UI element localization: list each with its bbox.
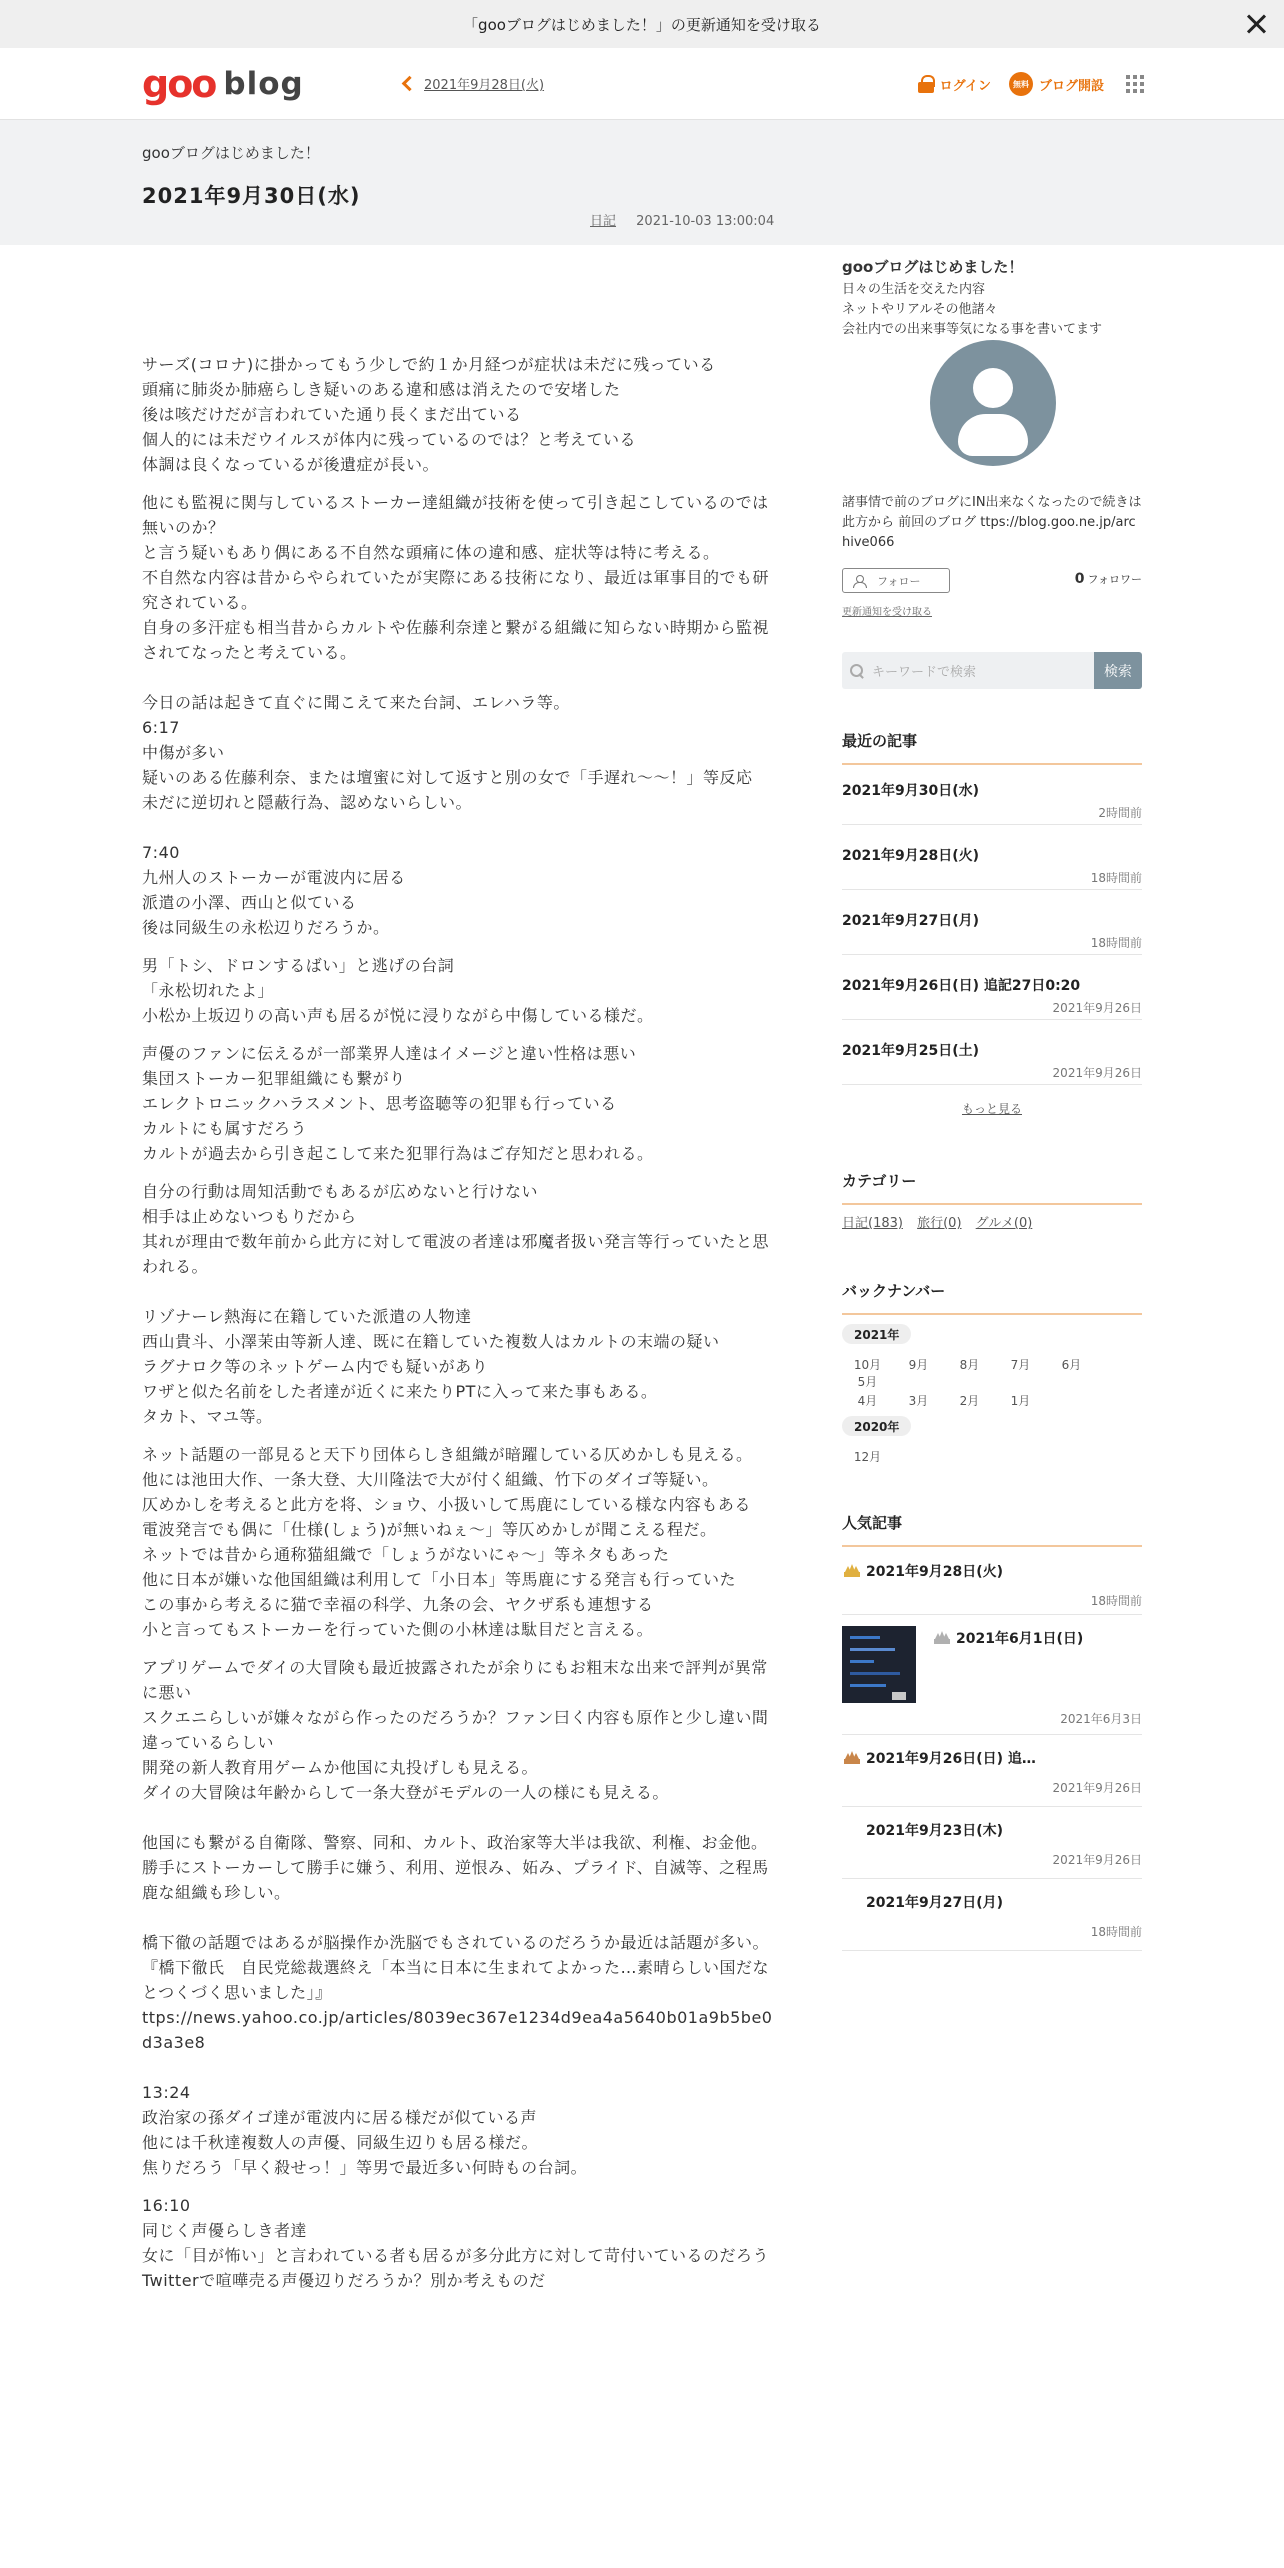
recent-title[interactable]: 2021年9月30日(水) <box>842 783 979 799</box>
list-item[interactable] <box>842 1735 1142 1807</box>
goo-blog-logo[interactable] <box>142 64 304 104</box>
chevron-left-icon <box>402 76 418 92</box>
open-blog-label: ブログ開設 <box>1038 78 1104 94</box>
popular-title[interactable]: 2021年9月27日(月) <box>866 1895 1003 1911</box>
list-item[interactable] <box>842 1807 1142 1879</box>
popular-title[interactable]: 2021年9月23日(木) <box>866 1823 1003 1839</box>
profile-note: 諸事情で前のブログにIN出来なくなったので続きは此方から 前回のブログ ttps://blog.goo.ne.jp/archive066 <box>842 495 1142 550</box>
subscribe-updates-link[interactable]: 更新通知を受け取る <box>842 607 932 618</box>
follow-label: フォロー <box>877 574 921 588</box>
month-link[interactable]: 10月 <box>853 1358 882 1372</box>
popular-date: 2021年9月26日 <box>1052 1853 1142 1867</box>
article-paragraph: 橋下徹の話題ではあるが脳操作か洗脳でもされているのだろうか最近は話題が多い。 『橋下徹氏 自民党総裁選終え「本当に日本に生まれてよかった…素晴らしい国だなとつくづく思いました」』 ttps://news.yahoo.co.jp/articles/8039ec367e1234d9ea4a5640b01a9b5be0d3a3e8 <box>142 1933 773 2052</box>
category-link[interactable]: グルメ(0) <box>975 1216 1033 1231</box>
article-paragraph: アプリゲームでダイの大冒険も最近披露されたが余りにもお粗末な出来で評判が異常に悪い スクエニらしいが嫌々ながら作ったのだろうか？ファン曰く内容も原作と少し違い間違っているらしい 開発の新人教育用ゲームか他国に丸投げしも見える。 ダイの大冒険は年齢からして一条大登がモデルの一人の様にも見える。 <box>142 1658 769 1802</box>
article-paragraph: サーズ(コロナ)に掛かってもう少しで約１か月経つが症状は未だに残っている 頭痛に肺炎か肺癌らしき疑いのある違和感は消えたので安堵した 後は咳だけだが言われていた通り長くまだ出ている 個人的には未だウイルスが体内に残っているのでは？と考えている 体調は良くなっているが後遺症が長い。 <box>142 355 716 474</box>
category-list <box>842 1212 1042 1231</box>
article-paragraph: リゾナーレ熱海に在籍していた派遣の人物達 西山貴斗、小澤茉由等新人達、既に在籍していた複数人はカルトの末端の疑い ラグナロク等のネットゲーム内でも疑いがあり ワザと似た名前をした者達が近くに来たりPTに入って来た事もある。 タカト、マユ等。 <box>142 1307 720 1426</box>
list-item[interactable] <box>842 890 1142 955</box>
article-paragraph: 他にも監視に関与しているストーカー達組織が技術を使って引き起こしているのでは無いのか？ と言う疑いもあり偶にある不自然な頭痛に体の違和感、症状等は特に考える。 不自然な内容は昔からやられていたが実際にある技術になり、最近は軍事目的でも研究されている。 自身の多汗症も相当昔からカルトや佐藤利奈達と繋がる組織に知らない時期から監視されてなったと考えている。 <box>142 493 770 662</box>
search-button[interactable]: 検索 <box>1094 652 1142 689</box>
site-header <box>0 48 1284 120</box>
recent-date: 2021年9月26日 <box>1052 1066 1142 1080</box>
category-link[interactable]: 日記(183) <box>842 1216 903 1231</box>
close-icon[interactable] <box>1242 10 1270 38</box>
open-blog-button[interactable] <box>1009 72 1104 96</box>
article-paragraph: ネット話題の一部見ると天下り団体らしき組織が暗躍している仄めかしも見える。 他には池田大作、一条大登、大川隆法で大が付く組織、竹下のダイゴ等疑い。 仄めかしを考えると此方を将、ショウ、小扱いして馬鹿にしている様な内容もある 電波発言でも偶に「仕様(しょう)が無いねぇ～」等仄めかしが聞こえる程だ。 ネットでは昔から通称猫組織で「しょうがないにゃ～」等ネタもあった 他に日本が嫌いな他国組織は利用して「小日本」等馬鹿にする発言も行っていた この事から考えるに猫で幸福の科学、九条の会、ヤクザ系も連想する 小と言ってもストーカーを行っていた側の小林達は駄目だと言える。 <box>142 1445 753 1639</box>
header-actions <box>900 72 1144 96</box>
search-placeholder: キーワードで検索 <box>872 665 977 680</box>
month-link[interactable]: 6月 <box>1061 1358 1082 1372</box>
follower-number: 0 <box>1074 571 1085 587</box>
article-body <box>142 352 776 2293</box>
month-link[interactable]: 1月 <box>1010 1394 1031 1408</box>
login-label: ログイン <box>939 78 991 94</box>
notify-bar-text[interactable]: 「gooブログはじめました！」の更新通知を受け取る <box>463 15 821 34</box>
entry-datetime: 2021-10-03 13:00:04 <box>636 214 775 229</box>
article-thumbnail[interactable] <box>842 1626 916 1703</box>
article-paragraph: 他国にも繋がる自衛隊、警察、同和、カルト、政治家等大半は我欲、利権、お金他。 勝手にストーカーして勝手に嫌う、利用、逆恨み、妬み、プライド、自滅等、之程馬鹿な組織も珍しい。 <box>142 1833 769 1902</box>
search-icon <box>850 664 864 678</box>
article-paragraph: 16:10 同じく声優らしき者達 女に「目が怖い」と言われている者も居るが多分此方に対して苛付いているのだろう Twitterで喧嘩売る声優辺りだろうか？別か考えものだ <box>142 2196 770 2290</box>
popular-title: 2021年6月1日(日) <box>956 1631 1084 1647</box>
popular-title: 2021年9月26日(日) 追… <box>866 1751 1036 1767</box>
prev-entry-label: 2021年9月28日(火) <box>424 78 545 93</box>
recent-heading: 最近の記事 <box>842 730 1142 765</box>
popular-title: 2021年9月28日(火) <box>866 1564 1003 1580</box>
month-link[interactable]: 5月 <box>857 1375 878 1389</box>
month-link[interactable]: 9月 <box>908 1358 929 1372</box>
follower-count <box>1075 571 1142 587</box>
popular-title-wrap[interactable] <box>844 1748 1036 1768</box>
profile-description: 日々の生活を交えた内容 ネットやリアルその他諸々 会社内での出来事等気になる事を書いてます <box>842 282 1103 337</box>
prev-entry-link[interactable] <box>400 74 544 93</box>
list-item[interactable] <box>842 1615 1142 1735</box>
list-item[interactable] <box>842 825 1142 890</box>
month-link[interactable]: 4月 <box>857 1394 878 1408</box>
notify-bar[interactable] <box>0 0 1284 48</box>
logo-goo: goo <box>142 62 216 106</box>
article-paragraph: 男「トシ、ドロンするばい」と逃げの台詞 「永松切れたよ」 小松か上坂辺りの高い声も居るが悦に浸りながら中傷している様だ。 <box>142 956 654 1025</box>
popular-title-wrap[interactable] <box>844 1561 1003 1581</box>
logo-blog: blog <box>223 66 304 102</box>
backnumber-heading: バックナンバー <box>842 1280 1142 1315</box>
recent-title[interactable]: 2021年9月25日(土) <box>842 1043 979 1059</box>
entry-title: 2021年9月30日(水) <box>142 184 361 208</box>
month-link[interactable]: 12月 <box>853 1450 882 1464</box>
year-label: 2020年 <box>842 1416 911 1436</box>
blog-name[interactable]: gooブログはじめました！ <box>142 144 320 162</box>
recent-title[interactable]: 2021年9月28日(火) <box>842 848 979 864</box>
article-paragraph: 声優のファンに伝えるが一部業界人達はイメージと違い性格は悪い 集団ストーカー犯罪組織にも繋がり エレクトロニックハラスメント、思考盗聴等の犯罪も行っている カルトにも属すだろう カルトが過去から引き起こして来た犯罪行為はご存知だと思われる。 <box>142 1044 654 1163</box>
person-icon <box>853 575 865 587</box>
more-link[interactable]: もっと見る <box>961 1102 1022 1116</box>
list-item[interactable] <box>842 955 1142 1020</box>
list-item[interactable] <box>842 1879 1142 1951</box>
list-item[interactable] <box>842 1020 1142 1085</box>
article-paragraph: 今日の話は起きて直ぐに聞こえて来た台詞、エレハラ等。 6:17 中傷が多い 疑いのある佐藤利奈、または壇蜜に対して返すと別の女で「手遅れ～～！」等反応 未だに逆切れと隠蔽行為、認めないらしい。 <box>142 693 753 812</box>
popular-date: 18時間前 <box>1090 1594 1142 1608</box>
popular-date: 2021年6月3日 <box>1060 1712 1142 1726</box>
recent-date: 2時間前 <box>1098 806 1142 820</box>
popular-date: 2021年9月26日 <box>1052 1781 1142 1795</box>
search-box <box>842 652 1142 689</box>
avatar[interactable] <box>930 340 1056 466</box>
year-label: 2021年 <box>842 1324 911 1344</box>
article-paragraph: 7:40 九州人のストーカーが電波内に居る 派遣の小澤、西山と似ている 後は同級生の永松辺りだろうか。 <box>142 843 406 937</box>
month-link[interactable]: 2月 <box>959 1394 980 1408</box>
article-paragraph: 13:24 政治家の孫ダイゴ達が電波内に居る様だが似ている声 他には千秋達複数人の声優、同級生辺りも居る様だ。 焦りだろう「早く殺せっ！」等男で最近多い何時もの台詞。 <box>142 2083 588 2177</box>
popular-title-wrap[interactable] <box>934 1628 1083 1648</box>
month-link[interactable]: 7月 <box>1010 1358 1031 1372</box>
recent-list <box>842 760 1142 1085</box>
recent-title[interactable]: 2021年9月26日(日) 追記27日0:20 <box>842 978 1081 994</box>
entry-meta <box>590 210 774 229</box>
month-row <box>842 1392 1142 1409</box>
popular-list <box>842 1548 1142 1951</box>
free-badge-icon: 無料 <box>1009 72 1033 96</box>
recent-title[interactable]: 2021年9月27日(月) <box>842 913 979 929</box>
follow-button[interactable] <box>842 568 950 593</box>
category-heading: カテゴリー <box>842 1170 1142 1205</box>
recent-date: 2021年9月26日 <box>1052 1001 1142 1015</box>
month-row <box>842 1356 1142 1390</box>
login-button[interactable] <box>918 75 991 94</box>
article-paragraph: 自分の行動は周知活動でもあるが広めないと行けない 相手は止めないつもりだから 其れが理由で数年前から此方に対して電波の者達は邪魔者扱い発言等行っていたと思われる。 <box>142 1182 770 1276</box>
list-item[interactable] <box>842 1548 1142 1615</box>
search-input[interactable] <box>842 652 1094 689</box>
recent-date: 18時間前 <box>1090 936 1142 950</box>
crown-gold-icon <box>844 1565 860 1577</box>
category-link[interactable]: 旅行(0) <box>917 1216 962 1231</box>
entry-category-link[interactable]: 日記 <box>590 214 617 229</box>
popular-date: 18時間前 <box>1090 1925 1142 1939</box>
month-link[interactable]: 8月 <box>959 1358 980 1372</box>
crown-bronze-icon <box>844 1752 860 1764</box>
grid-menu-icon[interactable] <box>1126 75 1144 93</box>
profile-name[interactable]: gooブログはじめました！ <box>842 258 1024 276</box>
recent-date: 18時間前 <box>1090 871 1142 885</box>
lock-icon <box>918 75 934 93</box>
month-row <box>842 1448 1142 1465</box>
follower-label: フォロワー <box>1087 573 1142 586</box>
list-item[interactable] <box>842 760 1142 825</box>
month-link[interactable]: 3月 <box>908 1394 929 1408</box>
popular-heading: 人気記事 <box>842 1512 1142 1547</box>
entry-header <box>0 120 1284 245</box>
crown-silver-icon <box>934 1632 950 1644</box>
